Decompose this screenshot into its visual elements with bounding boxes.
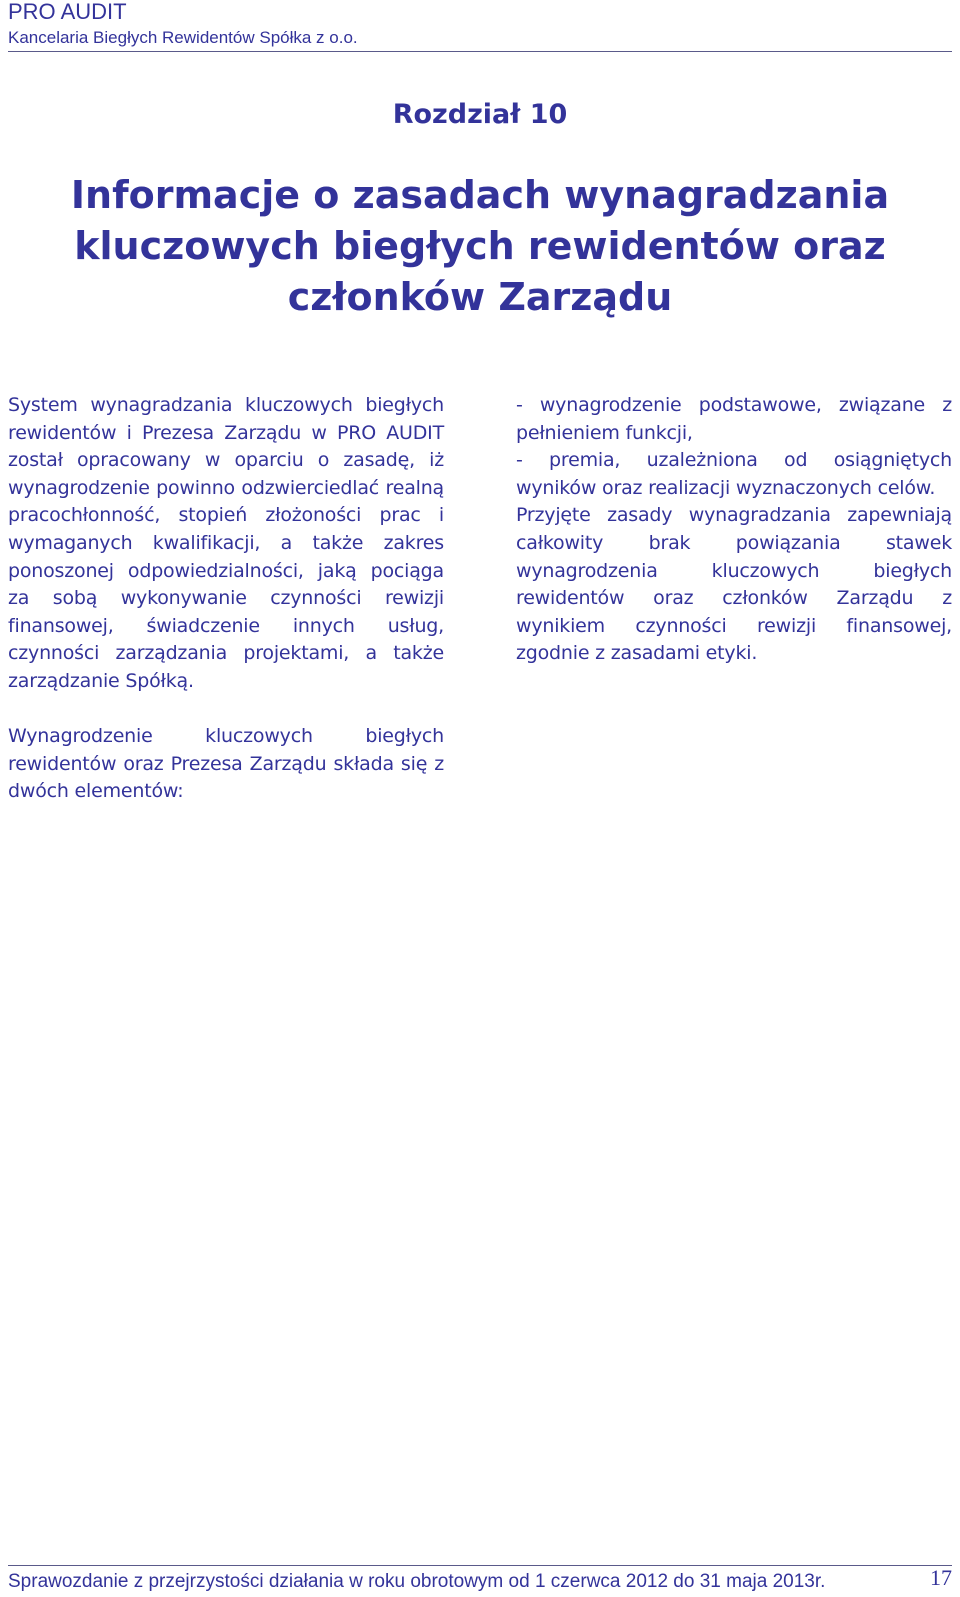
right-column (516, 392, 952, 696)
page-number: 17 (930, 1565, 952, 1590)
header-company-name: PRO AUDIT (8, 0, 127, 24)
list-item: - premia, uzależniona od osiągniętych wyników oraz realizacji wyznaczonych celów. (516, 449, 952, 499)
footer-divider (8, 1565, 952, 1566)
chapter-label: Rozdział 10 (392, 99, 568, 130)
page-title-line: Informacje o zasadach wynagradzania (70, 173, 890, 217)
left-column (8, 392, 444, 834)
list-item: - wynagrodzenie podstawowe, związane z pełnieniem funkcji, (516, 394, 952, 444)
page-title-line: kluczowych biegłych rewidentów oraz (74, 224, 886, 268)
page-header (8, 0, 952, 48)
footer-text: Sprawozdanie z przejrzystości działania w roku obrotowym od 1 czerwca 2012 do 31 maja 2013r. (8, 1571, 826, 1592)
page-title (40, 170, 920, 323)
body-paragraph: Wynagrodzenie kluczowych biegłych rewidentów oraz Prezesa Zarządu składa się z dwóch elementów: (8, 725, 444, 803)
body-paragraph: System wynagradzania kluczowych biegłych rewidentów i Prezesa Zarządu w PRO AUDIT został opracowany w oparciu o zasadę, iż wynagrodzenie powinno odzwierciedlać realną pracochłonność, stopień złożoności prac i wymaganych kwalifikacji, a także zakres ponoszonej odpowiedzialności, jaką pociąga za sobą wykonywanie czynności rewizji finansowej, świadczenie innych usług, czynności zarządzania projektami, a także zarządzanie Spółką. (8, 394, 444, 692)
header-subtitle: Kancelaria Biegłych Rewidentów Spółka z o.o. (8, 28, 358, 47)
page-title-line: członków Zarządu (287, 275, 673, 319)
header-divider (8, 51, 952, 52)
body-paragraph: Przyjęte zasady wynagradzania zapewniają całkowity brak powiązania stawek wynagrodzenia kluczowych biegłych rewidentów oraz członków Zarządu z wynikiem czynności rewizji finansowej, zgodnie z zasadami etyki. (516, 504, 952, 665)
